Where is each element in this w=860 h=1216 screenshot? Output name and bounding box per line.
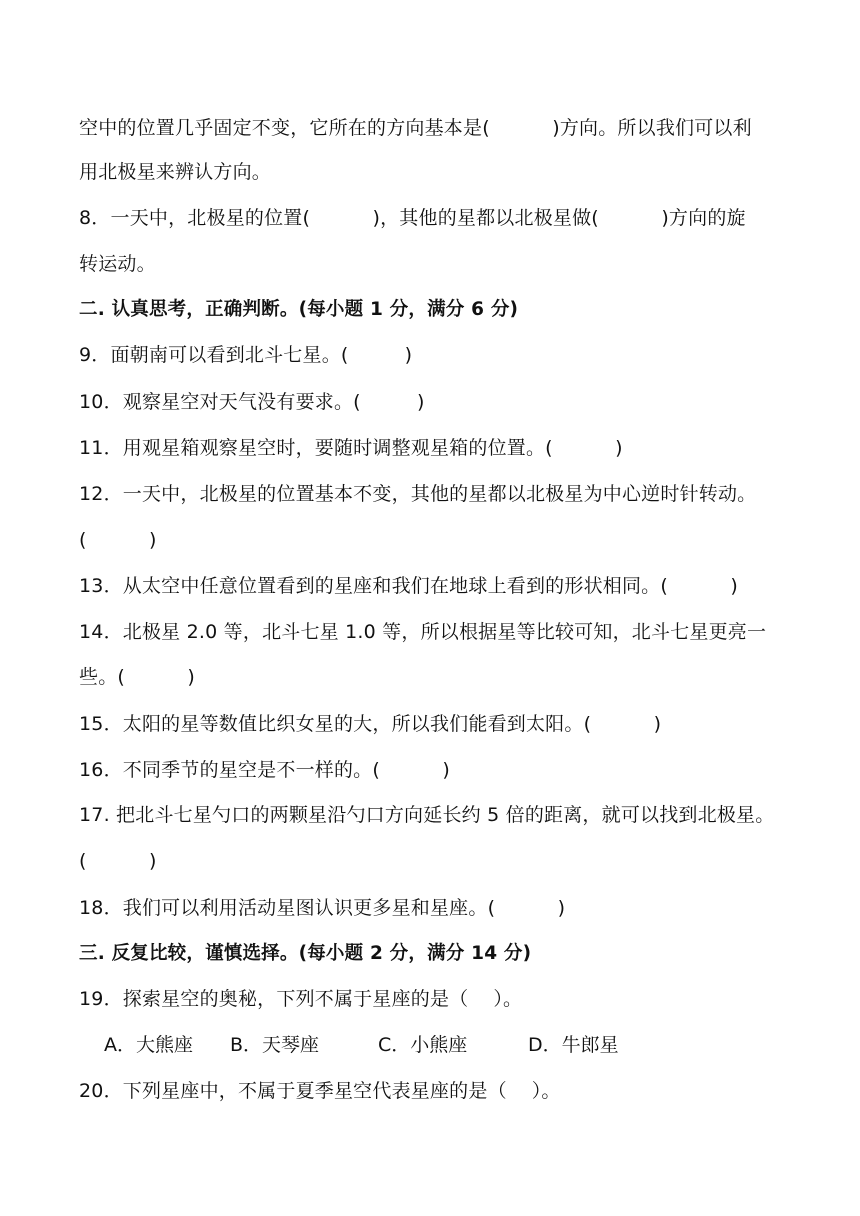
question-12-line-2: ( ) (79, 529, 157, 551)
question-10: 10．观察星空对天气没有要求。( ) (79, 391, 425, 413)
q19-option-c: C．小熊座 (378, 1034, 468, 1056)
question-13: 13．从太空中任意位置看到的星座和我们在地球上看到的形状相同。( ) (79, 575, 738, 597)
question-11: 11．用观星箱观察星空时，要随时调整观星箱的位置。( ) (79, 437, 623, 459)
question-9: 9．面朝南可以看到北斗七星。( ) (79, 344, 413, 366)
section-three-heading: 三. 反复比较，谨慎选择。(每小题 2 分，满分 14 分) (79, 943, 532, 964)
question-14-line-1: 14．北极星 2.0 等，北斗七星 1.0 等，所以根据星等比较可知，北斗七星更亮一 (79, 621, 767, 643)
q7-text-line-1: 空中的位置几乎固定不变，它所在的方向基本是( )方向。所以我们可以利 (79, 117, 752, 139)
question-19: 19．探索星空的奥秘，下列不属于星座的是（ ）。 (79, 988, 523, 1010)
question-16: 16．不同季节的星空是不一样的。( ) (79, 759, 450, 781)
q19-option-b: B．天琴座 (230, 1034, 320, 1056)
question-17-line-1: 17. 把北斗七星勺口的两颗星沿勺口方向延长约 5 倍的距离，就可以找到北极星。 (79, 804, 775, 826)
question-18: 18．我们可以利用活动星图认识更多星和星座。( ) (79, 897, 566, 919)
question-14-line-2: 些。( ) (79, 666, 196, 688)
question-12-line-1: 12．一天中，北极星的位置基本不变，其他的星都以北极星为中心逆时针转动。 (79, 483, 757, 505)
q19-option-d: D．牛郎星 (528, 1034, 619, 1056)
question-15: 15．太阳的星等数值比织女星的大，所以我们能看到太阳。( ) (79, 713, 662, 735)
question-20: 20．下列星座中，不属于夏季星空代表星座的是（ ）。 (79, 1080, 561, 1102)
q7-text-line-2: 用北极星来辨认方向。 (79, 161, 272, 183)
q19-option-a: A．大熊座 (104, 1034, 193, 1056)
question-17-line-2: ( ) (79, 850, 157, 872)
section-two-heading: 二. 认真思考，正确判断。(每小题 1 分，满分 6 分) (79, 299, 519, 320)
q8-text-line-1: 8．一天中，北极星的位置( )，其他的星都以北极星做( )方向的旋 (79, 207, 746, 229)
q8-text-line-2: 转运动。 (79, 253, 156, 275)
